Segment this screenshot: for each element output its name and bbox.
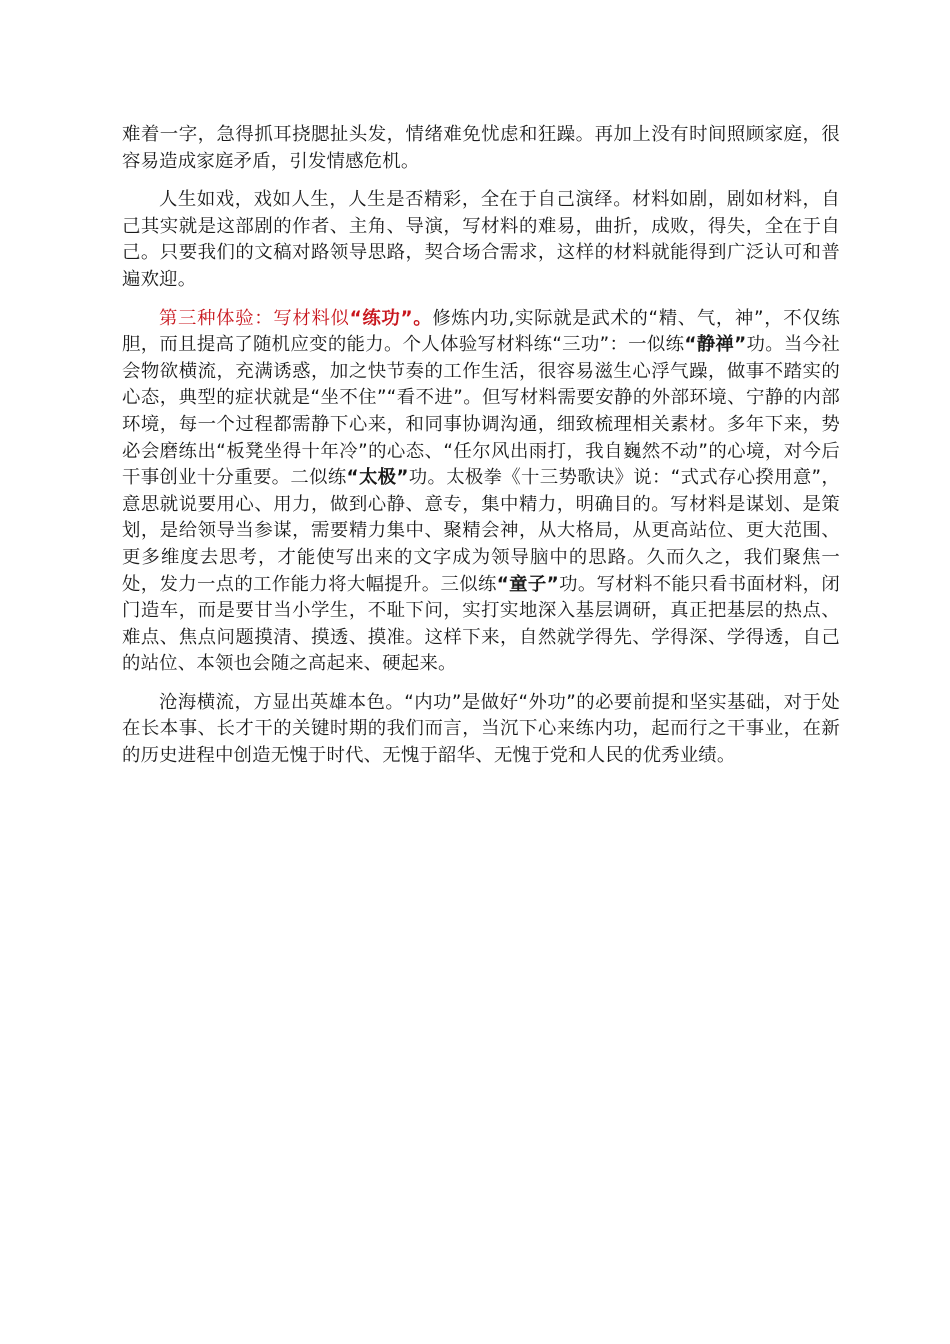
paragraph-text: 功。太极拳《十三势歌诀》说：“式式存心揆用意”，意思就说要用心、用力，做到心静、意专，集中精力，明确目的。写材料是谋划、是策划，是给领导当参谋，需要精力集中、聚精会神，从大格局，从更高站位、更大范围、更多维度去思考，才能使写出来的文字成为领导脑中的思路。久而久之，我们聚焦一处，发力一点的工作能力将大幅提升。三似练 (122, 467, 840, 595)
paragraph-conclusion: 沧海横流，方显出英雄本色。“内功”是做好“外功”的必要前提和坚实基础，对于处在长本事、长才干的关键时期的我们而言，当沉下心来练内功，起而行之干事业，在新的历史进程中创造无愧于时代、无愧于韶华、无愧于党和人民的优秀业绩。 (122, 691, 840, 767)
section-heading: 第三种体验：写材料似 (159, 307, 350, 329)
paragraph-continuation: 难着一字，急得抓耳挠腮扯头发，情绪难免忧虑和狂躁。再加上没有时间照顾家庭，很容易造成家庭矛盾，引发情感危机。 (122, 124, 840, 172)
paragraph-text: 修炼内功,实际就是武术的“精、气，神”，不仅练胆，而且提高了随机应变的能力。个人体验写材料练“三功”：一似练 (122, 307, 840, 356)
document-page (122, 122, 840, 782)
paragraph-life-as-drama: 人生如戏，戏如人生，人生是否精彩，全在于自己演绎。材料如剧，剧如材料，自己其实就是这部剧的作者、主角、导演，写材料的难易，曲折，成败，得失，全在于自己。只要我们的文稿对路领导思路，契合场合需求，这样的材料就能得到广泛认可和普遍欢迎。 (122, 189, 840, 290)
emphasis-taiji: “太极” (346, 467, 409, 489)
section-heading-quote: “练功”。 (349, 307, 433, 329)
paragraph-text: 功。当今社会物欲横流，充满诱惑，加之快节奏的工作生活，很容易滋生心浮气躁，做事不踏实的心态，典型的症状就是“坐不住”“看不进”。但写材料需要安静的外部环境、宁静的内部环境，每一个过程都需静下心来，和同事协调沟通，细致梳理相关素材。多年下来，势必会磨练出“板凳坐得十年冷”的心态、“任尔风出雨打，我自巍然不动”的心境，对今后干事创业十分重要。二似练 (122, 334, 840, 489)
emphasis-jingchan: “静禅” (684, 334, 747, 356)
paragraph-third-experience (122, 306, 840, 678)
paragraph-text: 功。写材料不能只看书面材料，闭门造车，而是要甘当小学生，不耻下问，实打实地深入基层调研，真正把基层的热点、难点、焦点问题摸清、摸透、摸准。这样下来，自然就学得先、学得深、学得透，自己的站位、本领也会随之高起来、硬起来。 (122, 573, 840, 675)
emphasis-tongzi: “童子” (496, 573, 559, 595)
